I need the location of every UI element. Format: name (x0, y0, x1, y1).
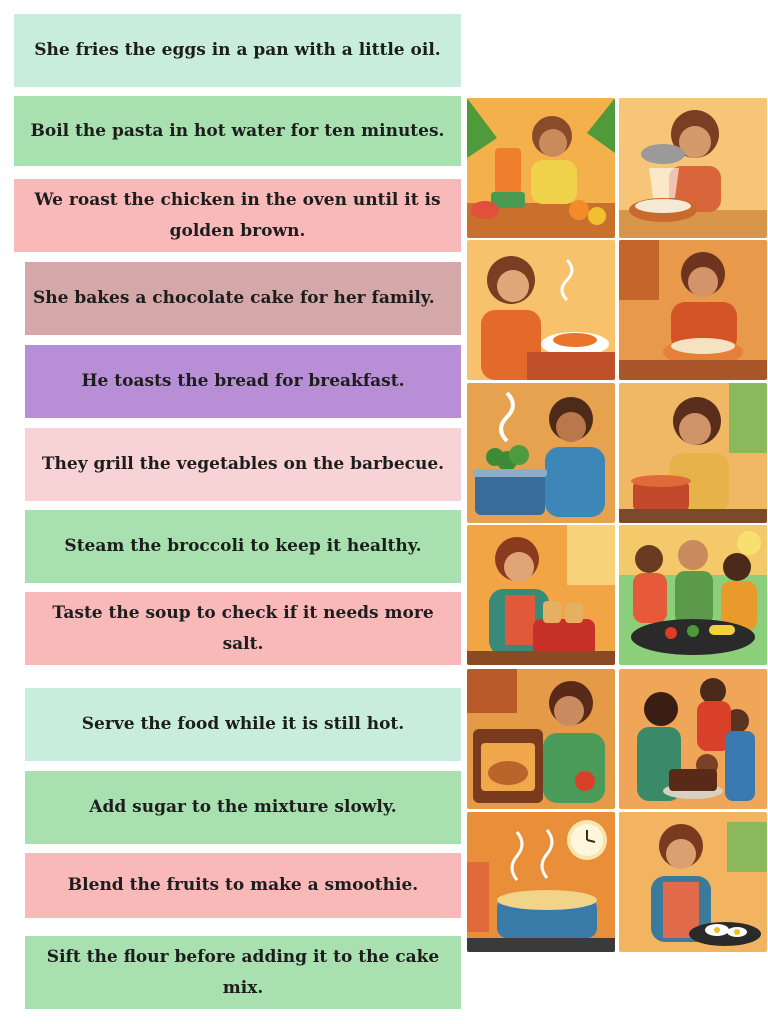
sentence-text: He toasts the bread for breakfast. (81, 371, 405, 391)
boiling-pasta-illustration (467, 812, 615, 952)
toasting-bread-illustration (467, 525, 615, 665)
picture-boiling-pasta[interactable] (467, 812, 615, 952)
sentence-card[interactable] (25, 262, 461, 335)
sentence-card[interactable] (25, 345, 461, 418)
sentence-text: Serve the food while it is still hot. (81, 714, 405, 734)
picture-roasting-chicken[interactable] (467, 669, 615, 809)
sentence-text: Boil the pasta in hot water for ten minutes. (30, 120, 445, 141)
adding-sugar-illustration (619, 240, 767, 380)
roasting-chicken-illustration (467, 669, 615, 809)
steaming-broccoli-illustration (467, 383, 615, 523)
blending-fruits-illustration (467, 98, 615, 238)
sentence-text: She bakes a chocolate cake for her family. (33, 288, 435, 308)
grilling-vegetables-illustration (619, 525, 767, 665)
picture-grilling-vegetables[interactable] (619, 525, 767, 665)
picture-baking-cake[interactable] (619, 669, 767, 809)
sentence-text: Steam the broccoli to keep it healthy. (64, 536, 422, 556)
sentence-card[interactable] (25, 771, 461, 844)
sentence-text: We roast the chicken in the oven until it is golden brown. (34, 189, 441, 241)
sentence-text: Taste the soup to check if it needs more salt. (52, 602, 434, 654)
picture-frying-eggs[interactable] (619, 812, 767, 952)
picture-serving-food[interactable] (467, 240, 615, 380)
sentence-card[interactable] (14, 179, 461, 252)
picture-adding-sugar[interactable] (619, 240, 767, 380)
frying-eggs-illustration (619, 812, 767, 952)
picture-blending-fruits[interactable] (467, 98, 615, 238)
sentence-text: She fries the eggs in a pan with a little oil. (34, 40, 441, 60)
sentence-text: Sift the flour before adding it to the cake mix. (46, 946, 440, 998)
picture-toasting-bread[interactable] (467, 525, 615, 665)
sentence-text: Blend the fruits to make a smoothie. (67, 875, 419, 895)
tasting-soup-illustration (619, 383, 767, 523)
sentence-card[interactable] (25, 592, 461, 665)
sentence-card[interactable] (25, 510, 461, 583)
sentence-card[interactable] (14, 96, 461, 166)
serving-food-illustration (467, 240, 615, 380)
sentence-text: Add sugar to the mixture slowly. (89, 797, 397, 817)
sentence-card[interactable] (14, 14, 461, 87)
picture-sifting-flour[interactable] (619, 98, 767, 238)
sentence-card[interactable] (25, 853, 461, 918)
baking-cake-illustration (619, 669, 767, 809)
picture-steaming-broccoli[interactable] (467, 383, 615, 523)
sentence-card[interactable] (25, 688, 461, 761)
sentence-card[interactable] (25, 428, 461, 501)
sentence-card[interactable] (25, 936, 461, 1009)
sifting-flour-illustration (619, 98, 767, 238)
sentence-text: They grill the vegetables on the barbecue. (41, 454, 445, 474)
picture-tasting-soup[interactable] (619, 383, 767, 523)
